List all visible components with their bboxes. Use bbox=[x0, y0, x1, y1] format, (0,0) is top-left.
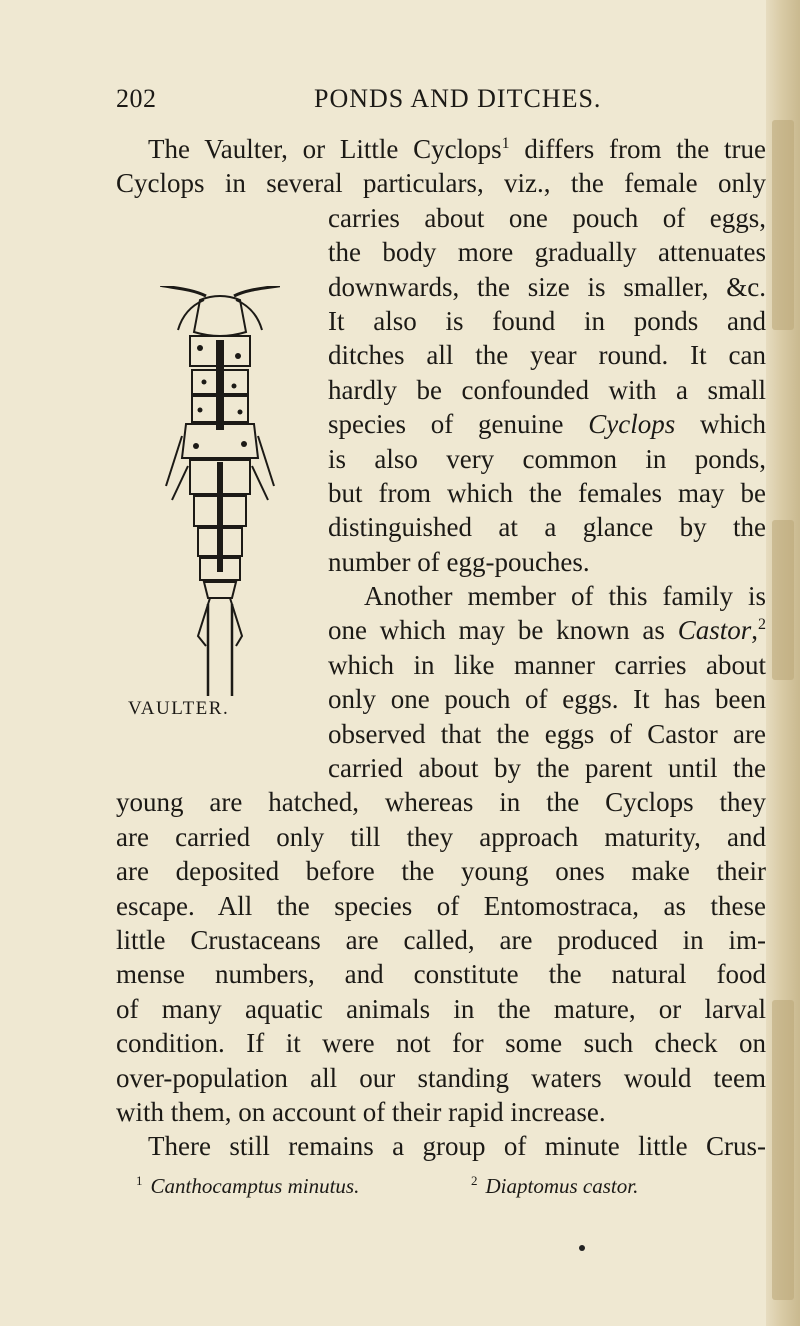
footnote-1: $^1$ Canthocamptus minutus. bbox=[136, 1173, 360, 1198]
text-line: The Vaulter, or Little Cyclops$^1$ differs from the true bbox=[148, 134, 766, 164]
text-line: is also very common in ponds, bbox=[328, 443, 766, 474]
text-line: Another member of this family is bbox=[364, 581, 766, 612]
text-line: observed that the eggs of Castor are bbox=[328, 718, 766, 749]
text-line: downwards, the size is smaller, &c. bbox=[328, 271, 766, 302]
text-line: are carried only till they approach maturity, and bbox=[116, 821, 766, 852]
text-line: but from which the females may be bbox=[328, 477, 766, 508]
edge-stain bbox=[772, 1000, 794, 1300]
text-line: carried about by the parent until the bbox=[328, 753, 766, 784]
text-line: hardly be confounded with a small bbox=[328, 374, 766, 405]
text-line: escape. All the species of Entomostraca, as these bbox=[116, 890, 766, 921]
text-line: only one pouch of eggs. It has been bbox=[328, 684, 766, 715]
text-line: over-population all our standing waters would teem bbox=[116, 1062, 766, 1093]
ink-dot bbox=[579, 1245, 585, 1251]
text-line: of many aquatic animals in the mature, or larval bbox=[116, 993, 766, 1024]
text-line: carries about one pouch of eggs, bbox=[328, 202, 766, 233]
edge-stain bbox=[772, 120, 794, 330]
text-line: with them, on account of their rapid increase. bbox=[116, 1096, 606, 1127]
running-header bbox=[116, 84, 766, 118]
text-line: the body more gradually attenuates bbox=[328, 237, 766, 268]
footnote-2: $^2$ Diaptomus castor. bbox=[471, 1173, 639, 1198]
text-line: mense numbers, and constitute the natural food bbox=[116, 959, 766, 990]
text-line: which in like manner carries about bbox=[328, 649, 766, 680]
text-line: condition. If it were not for some such check on bbox=[116, 1028, 766, 1059]
figure-caption: VAULTER. bbox=[128, 698, 230, 719]
page-edge bbox=[766, 0, 800, 1326]
text-line: distinguished at a glance by the bbox=[328, 512, 766, 543]
footnotes bbox=[116, 1174, 766, 1206]
text-line: one which may be known as Castor,$^2$ bbox=[328, 615, 766, 646]
edge-stain bbox=[772, 520, 794, 680]
text-line: There still remains a group of minute little Crus- bbox=[148, 1131, 766, 1162]
running-title: PONDS AND DITCHES. bbox=[314, 84, 602, 113]
text-line: are deposited before the young ones make their bbox=[116, 856, 766, 887]
page-number: 202 bbox=[116, 84, 157, 113]
text-line: ditches all the year round. It can bbox=[328, 340, 766, 371]
text-line: It also is found in ponds and bbox=[328, 305, 766, 336]
text-line: young are hatched, whereas in the Cyclops they bbox=[116, 787, 766, 818]
text-line: Cyclops in several particulars, viz., the female only bbox=[116, 168, 766, 199]
text-line: species of genuine Cyclops which bbox=[328, 409, 767, 440]
body-text bbox=[116, 132, 766, 1164]
text-line: little Crustaceans are called, are produced in im- bbox=[116, 924, 766, 955]
text-line: number of egg-pouches. bbox=[328, 546, 590, 577]
